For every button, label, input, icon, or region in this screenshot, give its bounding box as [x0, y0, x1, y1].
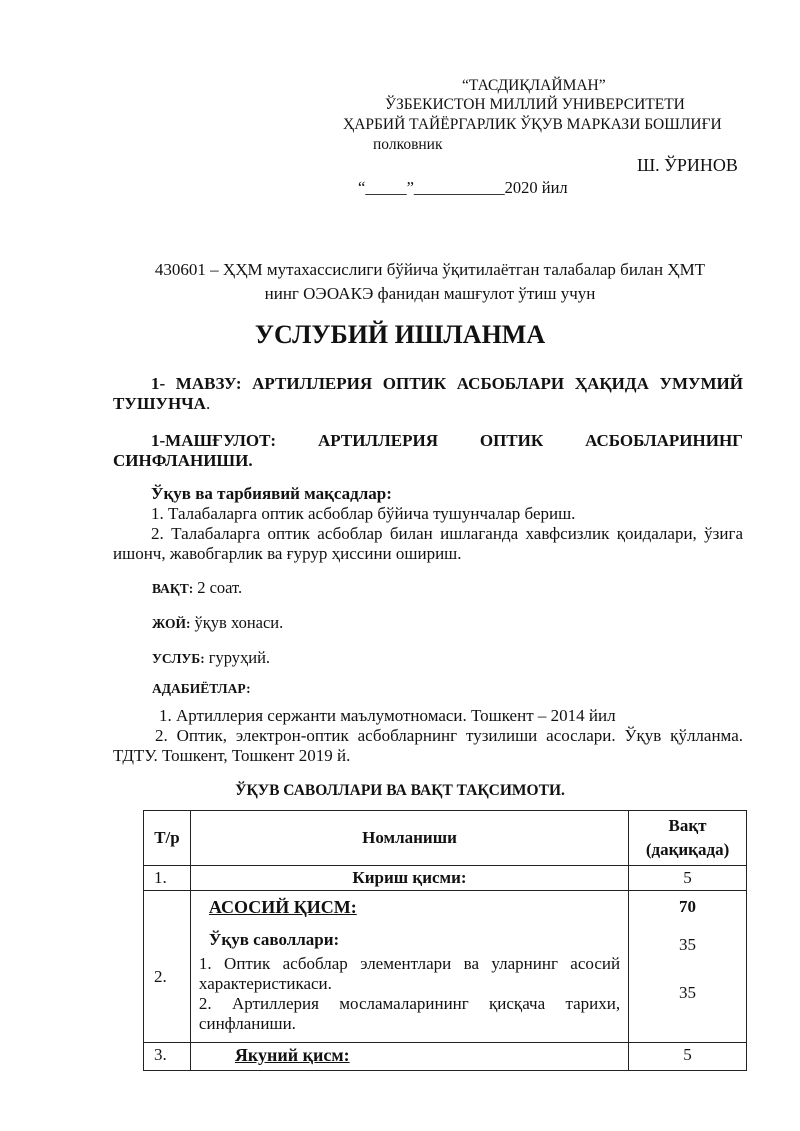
method-line — [152, 648, 270, 668]
row1-time: 5 — [629, 866, 747, 891]
row2-question-1: 1. Оптик асбоблар элементлари ва уларнинг асосий характеристикаси. — [198, 954, 621, 993]
row2-content — [190, 891, 628, 1043]
literature-label: АДАБИЁТЛАР: — [152, 681, 251, 696]
topic-end: . — [205, 394, 211, 413]
table-row — [144, 1043, 747, 1071]
topic-label: 1- МАВЗУ: АРТИЛЛЕРИЯ ОПТИК АСБОБЛАРИ ҲАҚИДА УМУМИЙ ТУШУНЧА — [113, 374, 743, 413]
method-label: УСЛУБ: — [152, 651, 205, 666]
goals-section — [113, 484, 743, 564]
table-header-row — [144, 811, 747, 866]
row3-name: Якуний қисм: — [190, 1043, 628, 1071]
approval-org-line1: ЎЗБЕКИСТОН МИЛЛИЙ УНИВЕРСИТЕТИ — [385, 96, 685, 113]
subtitle-line1: 430601 – ҲҲМ мутахассислиги бўйича ўқитилаётган талабалар билан ҲМТ — [154, 260, 706, 279]
row2-num: 2. — [144, 891, 191, 1043]
approval-name: Ш. ЎРИНОВ — [637, 155, 738, 175]
row2-section: АСОСИЙ ҚИСМ: — [208, 897, 357, 917]
row2-q2-time: 35 — [679, 983, 697, 1002]
schedule-table — [143, 810, 747, 1071]
header-time-line2: (дақиқада) — [645, 840, 730, 859]
time-value: 2 соат. — [197, 578, 243, 597]
row2-time — [629, 891, 747, 1043]
method-value: гуруҳий. — [208, 648, 271, 667]
row2-question-2: 2. Артиллерия мосламаларининг қисқача тарихи, синфланиши. — [198, 994, 621, 1033]
approval-rank: полковник — [373, 136, 443, 153]
goal-item-2: 2. Талабаларга оптик асбоблар билан ишлаганда хавфсизлик қоидалари, ўзига ишонч, жавобгарлик ва ғурур ҳиссини ошириш. — [113, 524, 743, 563]
table-row — [144, 891, 747, 1043]
approval-date: “_____”___________2020 йил — [358, 178, 568, 197]
goals-heading: Ўқув ва тарбиявий мақсадлар: — [151, 484, 392, 503]
page-title: УСЛУБИЙ ИШЛАНМА — [254, 320, 546, 349]
time-line — [152, 578, 242, 598]
approval-org-line2: ҲАРБИЙ ТАЙЁРГАРЛИК ЎҚУВ МАРКАЗИ БОШЛИҒИ — [343, 116, 722, 133]
row3-num: 3. — [144, 1043, 191, 1071]
literature-list — [113, 706, 743, 766]
place-line — [152, 613, 283, 633]
subtitle-line2: нинг ОЭОАКЭ фанидан машғулот ўтиш учун — [264, 284, 596, 303]
literature-item-1: 1. Артиллерия сержанти маълумотномаси. Тошкент – 2014 йил — [159, 706, 616, 725]
literature-item-2: 2. Оптик, электрон-оптик асбобларнинг тузилиши асослари. Ўқув қўлланма. ТДТУ. Тошкент, Тошкент 2019 й. — [113, 726, 743, 765]
time-label: ВАҚТ: — [152, 581, 194, 596]
row3-time: 5 — [629, 1043, 747, 1071]
header-time-line1: Вақт — [668, 816, 707, 835]
goal-item-1: 1. Талабаларга оптик асбоблар бўйича тушунчалар бериш. — [151, 504, 576, 523]
header-time — [629, 811, 747, 866]
place-value: ўқув хонаси. — [194, 613, 284, 632]
row2-q1-time: 35 — [679, 935, 697, 954]
table-row — [144, 866, 747, 891]
row1-num: 1. — [144, 866, 191, 891]
lesson-heading: 1-МАШҒУЛОТ: АРТИЛЛЕРИЯ ОПТИК АСБОБЛАРИНИНГ СИНФЛАНИШИ. — [113, 431, 743, 470]
approval-stamp: “ТАСДИҚЛАЙМАН” — [462, 77, 606, 94]
schedule-heading: ЎҚУВ САВОЛЛАРИ ВА ВАҚТ ТАҚСИМОТИ. — [235, 782, 565, 799]
document-subtitle — [110, 258, 750, 306]
header-num: Т/р — [144, 811, 191, 866]
row2-subheading: Ўқув саволлари: — [208, 930, 340, 949]
topic-heading — [113, 374, 743, 414]
header-name: Номланиши — [190, 811, 628, 866]
row2-section-time: 70 — [679, 897, 697, 916]
place-label: ЖОЙ: — [152, 616, 191, 631]
row1-name: Кириш қисми: — [190, 866, 628, 891]
